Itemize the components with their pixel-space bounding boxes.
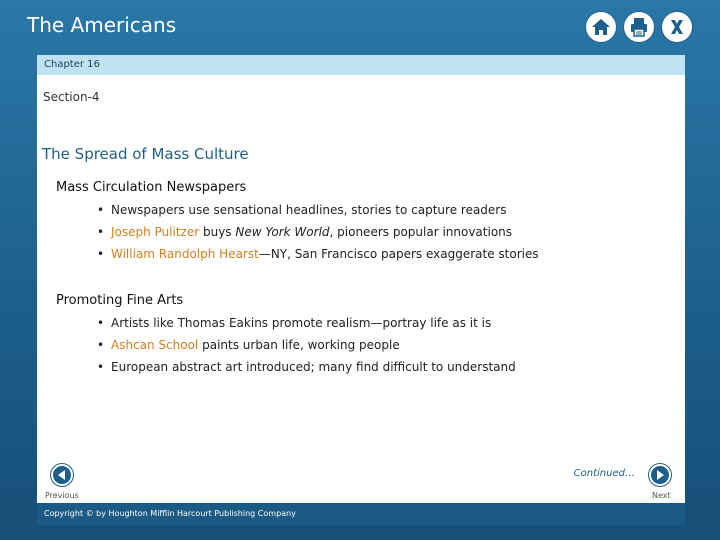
bullet-item [97, 312, 516, 334]
bullet-text: , pioneers popular innovations [329, 225, 513, 239]
close-button[interactable] [662, 12, 692, 42]
home-icon [590, 16, 612, 38]
previous-label: Previous [45, 491, 79, 500]
bullet-item [97, 334, 516, 356]
bullet-text: Artists like Thomas Eakins promote realism—portray life as it is [111, 316, 492, 330]
next-button[interactable] [649, 464, 671, 486]
italic-text: New York World [235, 225, 330, 239]
bullet-text: Newspapers use sensational headlines, stories to capture readers [111, 203, 507, 217]
bullet-text: European abstract art introduced; many find difficult to understand [111, 360, 516, 374]
bullet-dot: • [97, 360, 105, 374]
print-icon [628, 16, 650, 38]
bullet-item [97, 221, 539, 243]
bullet-dot: • [97, 225, 105, 239]
slide-title: The Spread of Mass Culture [42, 145, 249, 163]
top-toolbar [586, 12, 692, 42]
close-icon [666, 16, 688, 38]
chapter-bar [37, 55, 685, 75]
bullet-dot: • [97, 247, 105, 261]
bullet-dot: • [97, 203, 105, 217]
bullet-item [97, 199, 539, 221]
bullet-list-fine-arts [97, 312, 516, 378]
copyright-text: Copyright © by Houghton Mifflin Harcourt Publishing Company [44, 509, 296, 518]
highlighted-term: Joseph Pulitzer [111, 225, 200, 239]
highlighted-term: Ashcan School [111, 338, 199, 352]
next-label: Next [652, 491, 671, 500]
footer-bar [37, 503, 685, 525]
bullet-dot: • [97, 316, 105, 330]
section-label: Section-4 [43, 90, 100, 104]
arrow-left-icon [56, 469, 68, 481]
highlighted-term: William Randolph Hearst [111, 247, 259, 261]
topic-heading-newspapers: Mass Circulation Newspapers [56, 180, 247, 195]
bullet-text: paints urban life, working people [198, 338, 400, 352]
bullet-list-newspapers [97, 199, 539, 265]
previous-button[interactable] [51, 464, 73, 486]
slide-content [37, 75, 685, 503]
arrow-right-icon [654, 469, 666, 481]
bullet-item [97, 356, 516, 378]
home-button[interactable] [586, 12, 616, 42]
app-title: The Americans [27, 13, 177, 37]
bullet-text: —NY, San Francisco papers exaggerate stories [258, 247, 539, 261]
topic-heading-fine-arts: Promoting Fine Arts [56, 293, 184, 308]
continued-label: Continued… [573, 468, 635, 479]
bullet-text: buys [199, 225, 236, 239]
bullet-item [97, 243, 539, 265]
chapter-label: Chapter 16 [44, 59, 100, 70]
bullet-dot: • [97, 338, 105, 352]
print-button[interactable] [624, 12, 654, 42]
